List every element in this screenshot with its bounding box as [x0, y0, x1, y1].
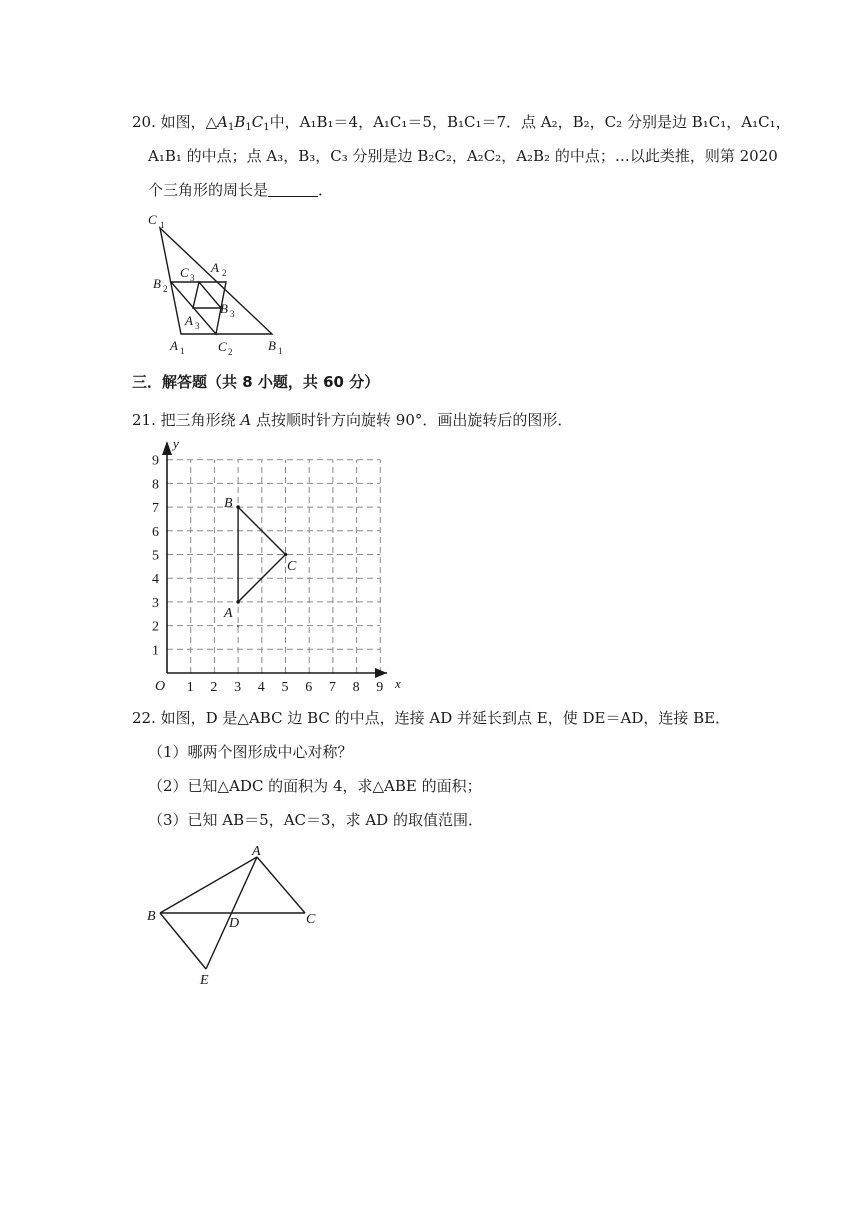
x-tick-label: 2: [210, 680, 218, 695]
q22-part-1: （1）哪两个图形成中心对称？: [148, 743, 353, 761]
label-a: A: [252, 844, 261, 859]
label-b2-sub: 2: [163, 284, 168, 294]
label-e: E: [200, 973, 209, 988]
q20-line1-rest: 中，A₁B₁＝4，A₁C₁＝5，B₁C₁＝7．点 A₂，B₂，C₂ 分别是边 B₁C₁，A₁C₁，: [269, 113, 791, 131]
q20-line-1: 20. 如图，$\triangle A_1B_1C_1$中，A₁B₁＝4，A₁C₁＝5，B₁C₁＝7．点 A₂，B₂，C₂ 分别是边 B₁C₁，A₁C₁，: [132, 113, 791, 133]
x-tick-label: 4: [257, 680, 265, 695]
label-point-b: B: [224, 496, 233, 511]
q20-line3-suffix: ．: [318, 181, 334, 199]
q20-line1-prefix: 20. 如图，△: [132, 113, 218, 131]
label-c1: C: [148, 212, 157, 227]
y-tick-label: 4: [152, 572, 159, 588]
x-tick-label: 5: [281, 680, 289, 695]
q22-part-3: （3）已知 AB＝5，AC＝3，求 AD 的取值范围．: [148, 811, 483, 829]
x-tick-label: 8: [352, 680, 360, 695]
q20-line3-prefix: 个三角形的周长是: [148, 181, 269, 199]
label-c3: C: [180, 265, 189, 280]
y-tick-label: 5: [152, 548, 159, 564]
label-c2-sub: 2: [228, 347, 233, 357]
y-tick-label: 9: [152, 453, 159, 469]
label-d: D: [229, 916, 240, 931]
y-tick-label: 2: [152, 619, 159, 635]
x-tick-label: 3: [234, 680, 242, 695]
label-b3-sub: 3: [230, 309, 235, 319]
y-tick-label: 7: [152, 501, 159, 517]
segment-be: [160, 913, 206, 969]
label-c2: C: [218, 339, 227, 354]
x-tick-label: 6: [305, 680, 313, 695]
section-heading: 三．解答题（共 8 小题，共 60 分）: [132, 373, 380, 391]
x-tick-label: 1: [186, 680, 194, 695]
label-b1: B: [268, 338, 276, 353]
y-tick-label: 8: [152, 477, 159, 493]
q22-part-2: （2）已知△ADC 的面积为 4，求△ABE 的面积；: [148, 777, 482, 795]
y-tick-label: 1: [152, 643, 159, 659]
label-b: B: [147, 909, 156, 924]
label-a3: A: [185, 313, 193, 328]
x-axis-label: x: [395, 676, 401, 691]
origin-label: O: [155, 679, 166, 694]
label-a1-sub: 1: [180, 346, 185, 356]
label-c3-sub: 3: [190, 273, 195, 283]
segment-ac: [257, 857, 305, 913]
x-tick-label: 7: [328, 680, 336, 695]
label-b1-sub: 1: [278, 346, 283, 356]
label-a2: A: [211, 260, 219, 275]
label-b2: B: [153, 276, 161, 291]
y-axis-label: y: [173, 436, 179, 451]
y-tick-label: 3: [152, 595, 159, 611]
segment-ab: [160, 857, 257, 913]
label-c: C: [306, 912, 316, 927]
q21-text-var: A: [240, 411, 252, 429]
y-tick-label: 6: [152, 524, 159, 540]
label-a1: A: [170, 338, 178, 353]
label-b3: B: [220, 301, 228, 316]
label-a3-sub: 3: [195, 321, 200, 331]
label-c1-sub: 1: [160, 220, 165, 230]
label-point-c: C: [287, 559, 297, 574]
q21-text-suffix: 点按顺时针方向旋转 90°．画出旋转后的图形．: [251, 411, 573, 429]
label-a2-sub: 2: [222, 268, 227, 278]
q21-text-prefix: 21. 把三角形绕: [132, 411, 241, 429]
x-tick-label: 9: [376, 680, 384, 695]
q22-intro: 22. 如图，D 是△ABC 边 BC 的中点，连接 AD 并延长到点 E，使 DE＝AD，连接 BE．: [132, 709, 731, 727]
q20-line-2: A₁B₁ 的中点；点 A₃，B₃，C₃ 分别是边 B₂C₂，A₂C₂，A₂B₂ 的中点；…以此类推，则第 2020: [148, 147, 778, 165]
label-point-a: A: [224, 606, 233, 621]
